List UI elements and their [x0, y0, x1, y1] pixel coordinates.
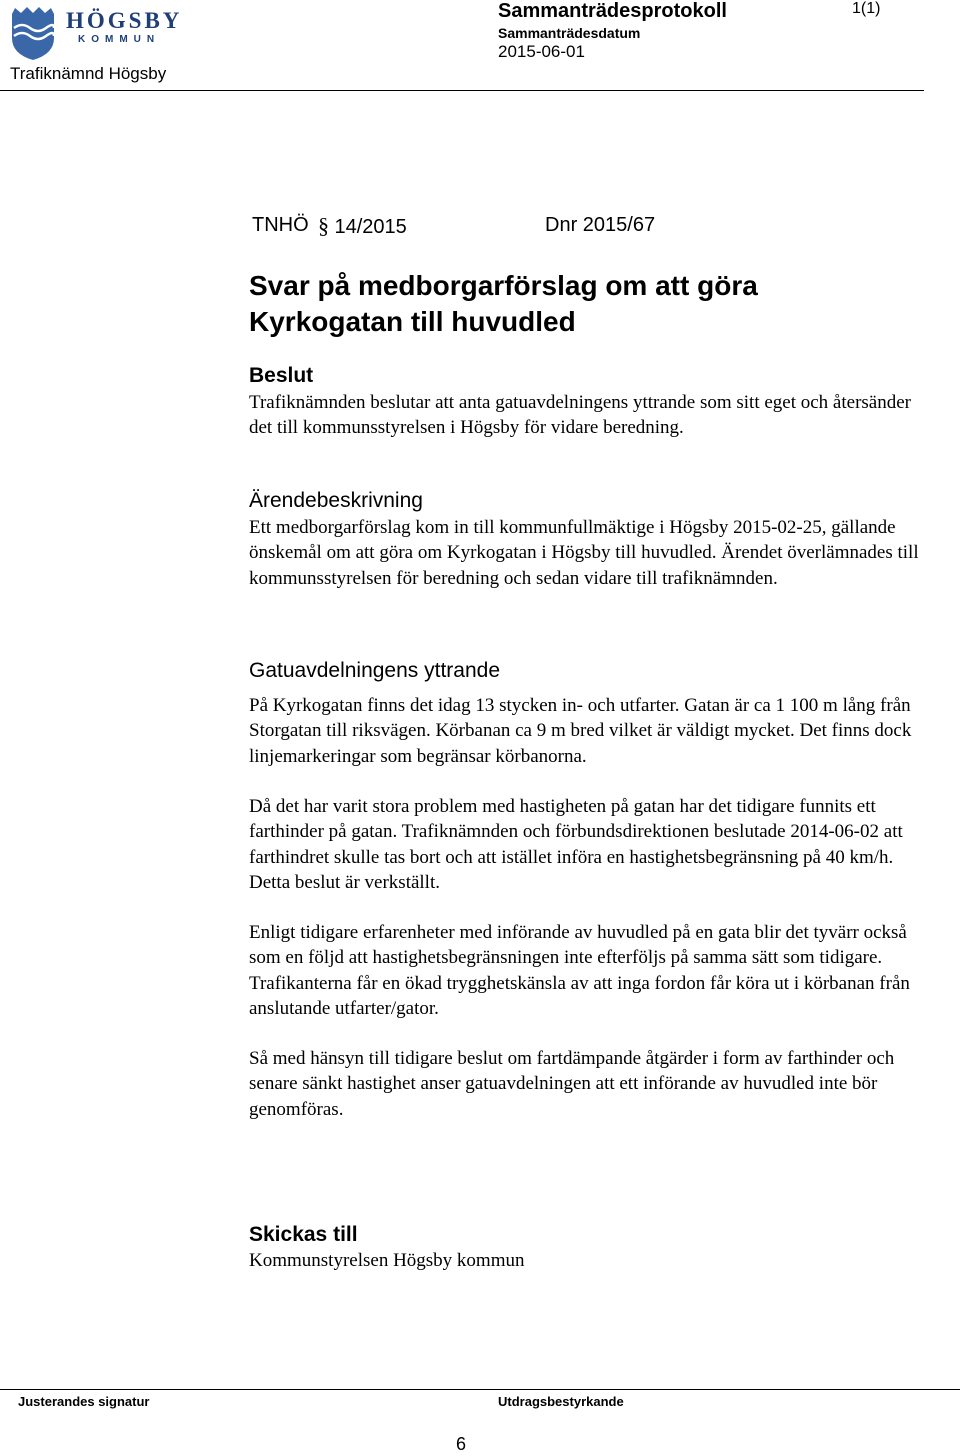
section-symbol: § [318, 213, 329, 238]
footer-divider [0, 1389, 960, 1390]
logo-subtext: KOMMUN [78, 34, 161, 45]
beslut-text: Trafiknämnden beslutar att anta gatuavdelningens yttrande som sitt eget och återsänder det till kommunsstyrelsen i Högsby för vidare beredning. [249, 392, 911, 439]
page-number: 6 [456, 1434, 467, 1454]
justerandes-signatur-label: Justerandes signatur [18, 1394, 150, 1409]
gatuavdelningens-yttrande-heading: Gatuavdelningens yttrande [249, 659, 501, 682]
yttrande-paragraph: På Kyrkogatan finns det idag 13 stycken in- och utfarter. Gatan är ca 1 100 m lång från Storgatan till riksvägen. Körbanan ca 9 m bred vilket är väldigt mycket. Det finns dock linjemarkeringar som begränsar körbanorna. [249, 695, 912, 767]
arendebeskrivning-heading: Ärendebeskrivning [249, 489, 423, 512]
case-number: TNHÖ [252, 214, 309, 236]
section-number: 14/2015 [334, 216, 407, 238]
document-type: Sammanträdesprotokoll [498, 0, 727, 22]
yttrande-paragraph: Så med hänsyn till tidigare beslut om fartdämpande åtgärder i form av farthinder och senare sänkt hastighet anser gatuavdelningen att ett införande av huvudled inte bör genomföras. [249, 1048, 895, 1120]
page-title: Svar på medborgarförslag om att göra Kyrkogatan till huvudled [249, 270, 758, 337]
header-divider [0, 90, 924, 91]
utdragsbestyrkande-label: Utdragsbestyrkande [498, 1394, 624, 1409]
yttrande-paragraph: Då det har varit stora problem med hastigheten på gatan har det tidigare funnits ett farthinder på gatan. Trafiknämnden och förbundsdirektionen beslutade 2014-06-02 att farthindret skulle tas bort och att istället införa en hastighetsbegränsning på 40 km/h. Detta beslut är verkställt. [249, 796, 903, 894]
organization-name: Trafiknämnd Högsby [10, 64, 167, 83]
municipal-crest-icon [10, 4, 196, 62]
arendebeskrivning-text: Ett medborgarförslag kom in till kommunfullmäktige i Högsby 2015-02-25, gällande önskemål om att göra om Kyrkogatan i Högsby till huvudled. Ärendet överlämnades till kommunsstyrelsen för beredning och sedan vidare till trafiknämnden. [249, 517, 919, 589]
hogsby-kommun-logo [10, 4, 196, 62]
skickas-till-recipient: Kommunstyrelsen Högsby kommun [249, 1250, 525, 1271]
date-label: Sammanträdesdatum [498, 25, 641, 41]
beslut-heading: Beslut [249, 364, 314, 387]
meeting-date: 2015-06-01 [498, 42, 585, 61]
logo-wordmark: HÖGSBY [66, 8, 183, 33]
yttrande-paragraph: Enligt tidigare erfarenheter med införande av huvudled på en gata blir det tyvärr också som en följd att hastighetsbegränsningen inte efterföljs på samma sätt som tidigare. Trafikanterna får en ökad trygghetskänsla av att inga fordon får köra ut i körbanan från anslutande utfarter/gator. [249, 922, 910, 1020]
paragraph-section-icon [318, 213, 407, 239]
page-count: 1(1) [852, 0, 881, 17]
diary-number: Dnr 2015/67 [545, 214, 656, 236]
skickas-till-heading: Skickas till [249, 1223, 358, 1246]
